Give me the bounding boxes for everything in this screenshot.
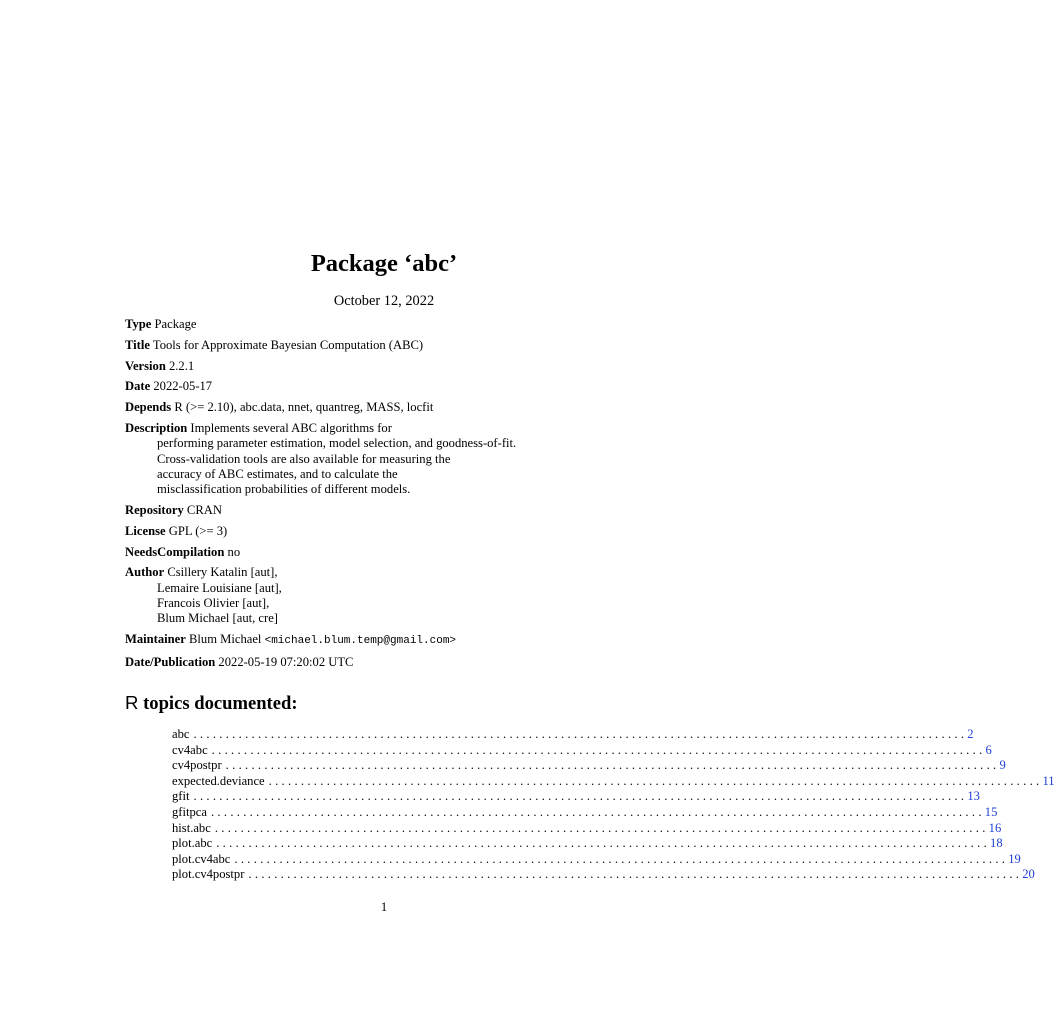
toc-leader-dots: ........................................................................................................................: [225, 758, 1000, 773]
field-needs-compilation: [125, 545, 645, 560]
toc-leader-dots: ........................................................................................................................: [211, 742, 986, 757]
toc-entry[interactable]: [172, 742, 992, 759]
field-value: CRAN: [186, 502, 222, 517]
field-value: no: [227, 544, 241, 559]
field-key: Repository: [125, 502, 184, 517]
description-line: performing parameter estimation, model selection, and goodness-of-fit.: [157, 436, 517, 451]
toc-entry-name[interactable]: plot.cv4abc: [172, 851, 231, 866]
field-repository: [125, 503, 645, 518]
toc-entry[interactable]: [172, 820, 1002, 837]
field-key: Description: [125, 420, 188, 435]
table-of-contents: [172, 727, 1055, 883]
document-date: October 12, 2022: [333, 293, 435, 309]
toc-leader-dots: ........................................................................................................................: [193, 789, 968, 804]
toc-entry[interactable]: [172, 758, 1006, 774]
field-version: [125, 359, 645, 374]
package-description-fields: [125, 317, 645, 676]
field-description: [125, 421, 645, 497]
field-date-publication: [125, 655, 645, 670]
field-title: [125, 338, 645, 353]
toc-page-link[interactable]: 13: [967, 789, 980, 804]
toc-entry-name[interactable]: gfit: [172, 789, 190, 804]
toc-leader-dots: ........................................................................................................................: [214, 820, 989, 835]
toc-page-link[interactable]: 19: [1008, 851, 1021, 866]
toc-entry-name[interactable]: hist.abc: [172, 820, 211, 835]
field-key: License: [125, 523, 166, 538]
field-type: [125, 317, 645, 332]
toc-entry-name[interactable]: plot.abc: [172, 836, 213, 851]
field-value: 2022-05-19 07:20:02 UTC: [218, 654, 354, 669]
page-number: 1: [380, 900, 388, 914]
toc-leader-dots: ........................................................................................................................: [248, 867, 1023, 882]
topics-heading-r: R: [125, 692, 139, 713]
field-key: Date/Publication: [125, 654, 216, 669]
toc-page-link[interactable]: 20: [1022, 867, 1035, 882]
toc-entry-name[interactable]: abc: [172, 727, 190, 741]
toc-entry-name[interactable]: cv4postpr: [172, 758, 222, 773]
toc-page-link[interactable]: 11: [1042, 773, 1055, 788]
toc-page-link[interactable]: 2: [967, 727, 974, 741]
field-key: Date: [125, 379, 151, 394]
field-key: Depends: [125, 400, 172, 415]
field-key: Title: [125, 337, 150, 352]
description-line: Implements several ABC algorithms for: [190, 420, 392, 435]
author-line: Blum Michael [aut, cre]: [157, 611, 278, 626]
description-line: accuracy of ABC estimates, and to calculate the: [157, 466, 398, 481]
toc-page-link[interactable]: 6: [985, 742, 992, 757]
toc-entry[interactable]: [172, 727, 974, 743]
field-key: NeedsCompilation: [125, 544, 225, 559]
toc-entry[interactable]: [172, 773, 1055, 790]
field-date: [125, 379, 645, 394]
toc-entry-name[interactable]: gfitpca: [172, 804, 207, 819]
field-maintainer: [125, 632, 645, 649]
author-line: Francois Olivier [aut],: [157, 595, 270, 610]
toc-entry-name[interactable]: cv4abc: [172, 742, 208, 757]
author-line: Csillery Katalin [aut],: [167, 565, 278, 580]
field-key: Version: [125, 358, 166, 373]
toc-leader-dots: ........................................................................................................................: [234, 851, 1009, 866]
maintainer-email[interactable]: <michael.blum.temp@gmail.com>: [264, 635, 457, 648]
description-line: misclassification probabilities of different models.: [157, 482, 411, 497]
topics-heading: [125, 692, 298, 715]
field-value: 2022-05-17: [153, 379, 213, 394]
toc-page-link[interactable]: 18: [990, 836, 1003, 851]
toc-page-link[interactable]: 9: [999, 758, 1006, 773]
toc-page-link[interactable]: 16: [988, 820, 1002, 835]
author-line: Lemaire Louisiane [aut],: [157, 580, 282, 595]
field-value: 2.2.1: [168, 358, 195, 373]
field-key: Maintainer: [125, 632, 186, 647]
document-title: Package ‘abc’: [310, 250, 458, 277]
toc-entry-name[interactable]: expected.deviance: [172, 773, 265, 788]
field-value: Tools for Approximate Bayesian Computation (ABC): [152, 337, 424, 352]
maintainer-name: Blum Michael: [189, 632, 262, 647]
field-license: [125, 524, 645, 539]
toc-entry[interactable]: [172, 836, 1003, 852]
toc-leader-dots: ........................................................................................................................: [210, 804, 985, 819]
field-value: R (>= 2.10), abc.data, nnet, quantreg, MASS, locfit: [174, 400, 434, 415]
toc-entry[interactable]: [172, 789, 980, 805]
topics-heading-text: topics documented:: [143, 693, 298, 714]
field-key: Type: [125, 317, 152, 331]
toc-entry-name[interactable]: plot.cv4postpr: [172, 867, 245, 882]
field-value: Package: [154, 317, 197, 331]
toc-page-link[interactable]: 15: [984, 804, 998, 819]
toc-leader-dots: ........................................................................................................................: [216, 836, 991, 851]
toc-leader-dots: ........................................................................................................................: [268, 773, 1043, 788]
field-depends: [125, 400, 645, 415]
field-value: GPL (>= 3): [168, 523, 228, 538]
toc-entry[interactable]: [172, 851, 1021, 868]
field-author: [125, 565, 645, 626]
toc-entry[interactable]: [172, 804, 998, 821]
toc-leader-dots: ........................................................................................................................: [193, 727, 968, 741]
description-line: Cross-validation tools are also available for measuring the: [157, 451, 451, 466]
field-key: Author: [125, 565, 165, 580]
toc-entry[interactable]: [172, 867, 1035, 883]
